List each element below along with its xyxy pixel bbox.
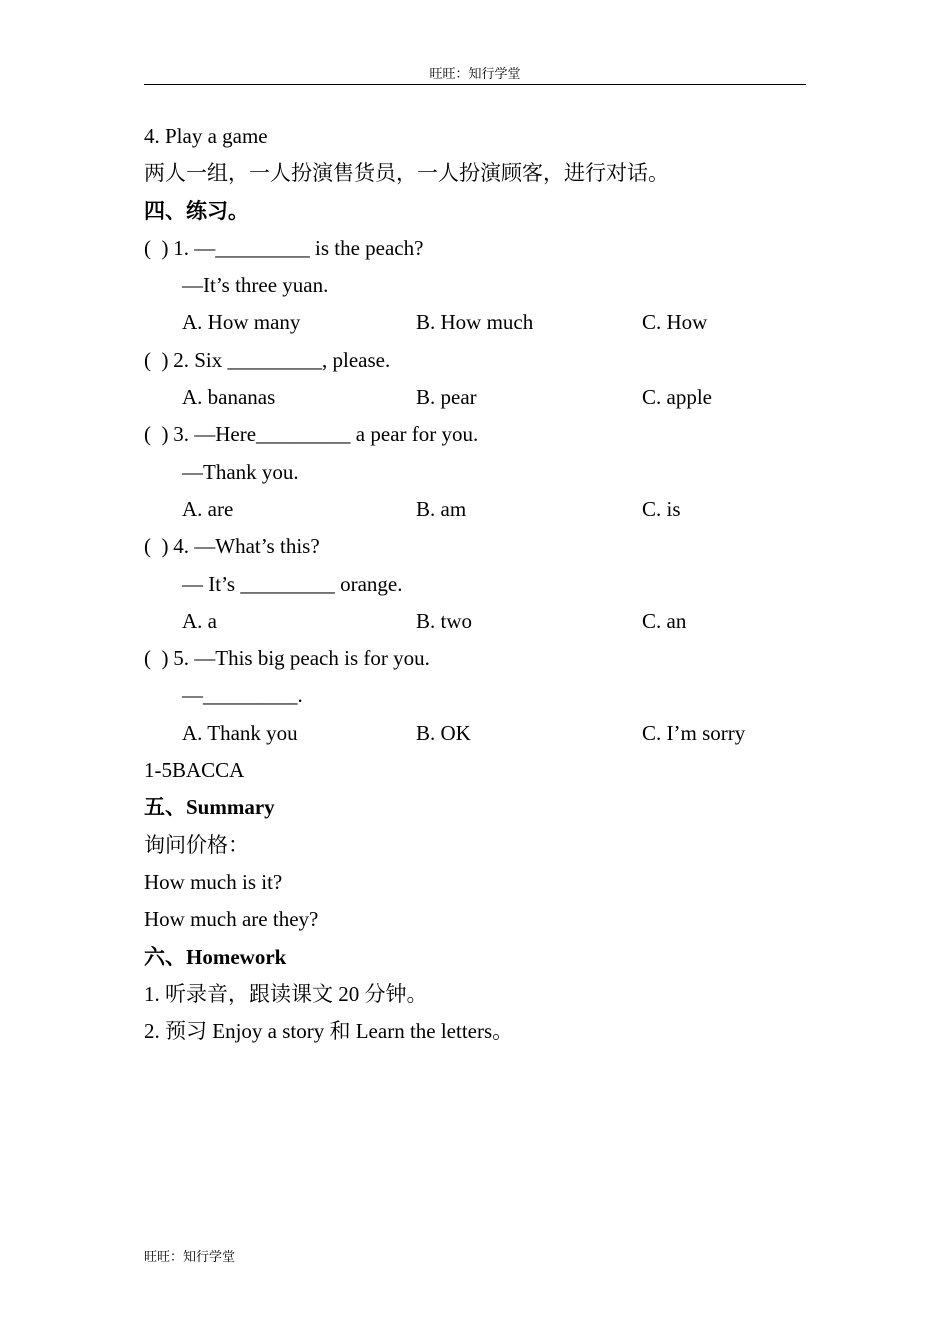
- answer-bracket: ( ): [144, 646, 169, 671]
- question-4-response: — It’s _________ orange.: [182, 571, 403, 596]
- game-title: 4. Play a game: [144, 124, 268, 148]
- question-1-stem: ( ) 1. —_________ is the peach?: [144, 230, 806, 267]
- homework-item-1: 1. 听录音，跟读课文 20 分钟。: [144, 981, 428, 1006]
- option-a: A. How many: [182, 310, 301, 335]
- summary-heading: 五、Summary: [144, 795, 275, 820]
- option-c: C. is: [642, 496, 681, 521]
- option-c: C. an: [642, 608, 687, 633]
- question-5-stem: ( ) 5. —This big peach is for you.: [144, 640, 806, 677]
- option-b: B. am: [416, 496, 467, 521]
- option-b: B. How much: [416, 310, 534, 335]
- answer-bracket: ( ): [144, 235, 169, 260]
- option-a: A. bananas: [182, 385, 276, 410]
- page-footer: 旺旺：知行学堂: [144, 1249, 236, 1264]
- question-3-stem: ( ) 3. —Here_________ a pear for you.: [144, 416, 806, 453]
- question-1-options: [144, 304, 806, 341]
- summary-label: 询问价格：: [144, 832, 249, 857]
- option-a: A. are: [182, 496, 234, 521]
- answer-bracket: ( ): [144, 422, 169, 447]
- option-b: B. two: [416, 608, 473, 633]
- option-a: A. a: [182, 608, 217, 633]
- option-b: B. pear: [416, 385, 477, 410]
- answer-bracket: ( ): [144, 347, 169, 372]
- summary-line-2: How much are they?: [144, 907, 319, 932]
- question-5-options: [144, 715, 806, 752]
- question-4-stem: ( ) 4. —What’s this?: [144, 528, 806, 565]
- option-c: C. apple: [642, 385, 712, 410]
- homework-item-2: 2. 预习 Enjoy a story 和 Learn the letters。: [144, 1019, 514, 1044]
- option-b: B. OK: [416, 720, 471, 745]
- question-2-options: [144, 379, 806, 416]
- exercise-heading: 四、练习。: [144, 198, 249, 223]
- question-3-response: —Thank you.: [182, 459, 299, 484]
- question-2-stem: ( ) 2. Six _________, please.: [144, 342, 806, 379]
- answer-key: 1-5BACCA: [144, 758, 245, 783]
- page-header: 旺旺：知行学堂: [144, 64, 806, 85]
- game-description: 两人一组，一人扮演售货员，一人扮演顾客，进行对话。: [144, 161, 669, 186]
- option-c: C. I’m sorry: [642, 720, 746, 745]
- question-4-options: [144, 603, 806, 640]
- document-body: [144, 118, 806, 1050]
- homework-heading: 六、Homework: [144, 944, 287, 969]
- answer-bracket: ( ): [144, 534, 169, 559]
- question-5-response: —_________.: [182, 683, 303, 708]
- option-a: A. Thank you: [182, 720, 298, 745]
- question-3-options: [144, 491, 806, 528]
- option-c: C. How: [642, 310, 708, 335]
- question-1-response: —It’s three yuan.: [182, 273, 329, 298]
- summary-line-1: How much is it?: [144, 869, 283, 894]
